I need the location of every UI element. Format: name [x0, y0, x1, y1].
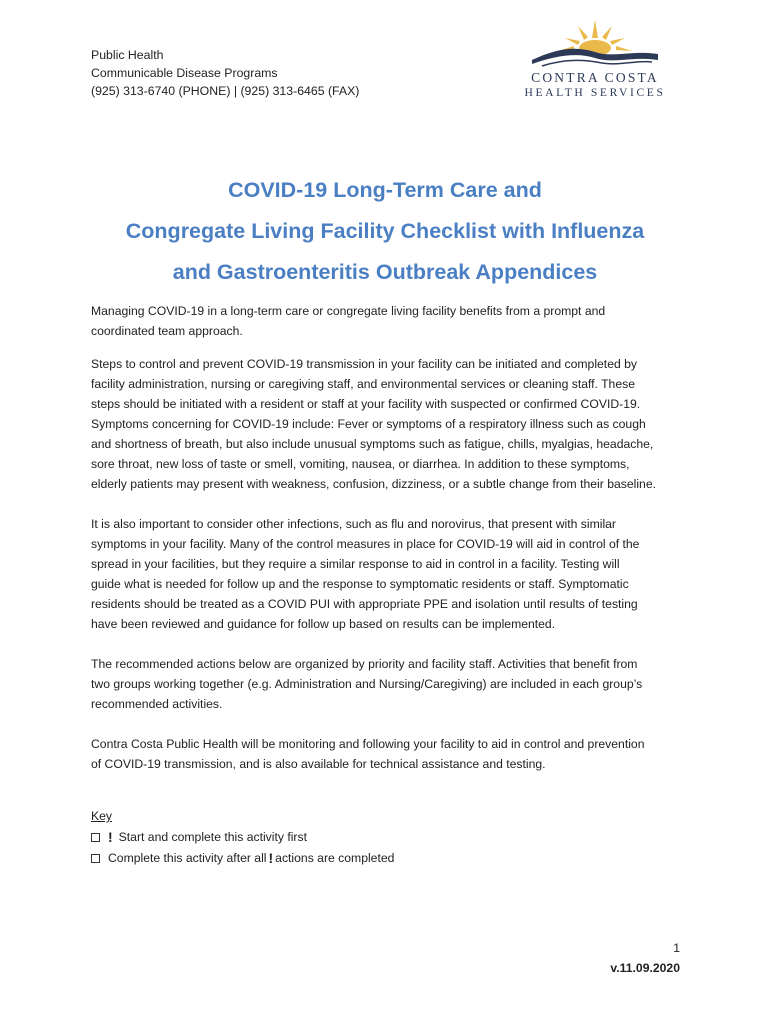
contact-numbers: (925) 313-6740 (PHONE) | (925) 313-6465 (FAX) — [91, 84, 360, 98]
contra-costa-logo — [512, 16, 678, 99]
key-item-label: Complete this activity after all — [108, 851, 267, 865]
paragraph-line: Contra Costa Public Health will be monitoring and following your facility to aid in control and prevention — [91, 737, 645, 751]
priority-marker-icon: ! — [108, 829, 113, 845]
paragraph-line: spread in your facilities, but they require a similar response to aid in control in a facility. Testing will — [91, 557, 620, 571]
paragraph-line: residents should be treated as a COVID PUI with appropriate PPE and isolation until results of testing — [91, 597, 638, 611]
department-name: Public Health — [91, 48, 164, 62]
key-item-label-end: actions are completed — [275, 851, 395, 865]
paragraph-line: Symptoms concerning for COVID-19 include: Fever or symptoms of a respiratory illness such as cough — [91, 417, 646, 431]
key-item-followup — [91, 848, 394, 869]
paragraph-line: have been reviewed and guidance for follow up based on results can be implemented. — [91, 617, 556, 631]
paragraph-line: The recommended actions below are organized by priority and facility staff. Activities that benefit from — [91, 657, 638, 671]
paragraph-line: of COVID-19 transmission, and is also available for technical assistance and testing. — [91, 757, 546, 771]
title-line-1: COVID-19 Long-Term Care and — [228, 178, 542, 202]
title-line-3: and Gastroenteritis Outbreak Appendices — [172, 260, 598, 284]
paragraph-line: It is also important to consider other infections, such as flu and norovirus, that present with similar — [91, 517, 616, 531]
paragraph-line: facility administration, nursing or caregiving staff, and environmental services or cleaning staff. These — [91, 377, 635, 391]
page-number: 1 — [673, 941, 680, 955]
paragraph-line: coordinated team approach. — [91, 324, 243, 338]
paragraph-line: symptoms in your facility. Many of the control measures in place for COVID-19 will aid in control of the — [91, 537, 640, 551]
document-title — [60, 170, 710, 293]
key-item-label: Start and complete this activity first — [118, 830, 307, 844]
paragraph-line: Steps to control and prevent COVID-19 transmission in your facility can be initiated and completed by — [91, 357, 638, 371]
paragraph-line: and shortness of breath, but also include unusual symptoms such as fatigue, chills, myalgias, headache, — [91, 437, 654, 451]
sun-hills-logo-icon — [532, 16, 658, 68]
key-legend — [91, 806, 394, 869]
logo-text-health-services: HEALTH SERVICES — [524, 86, 666, 99]
steps-paragraph — [91, 354, 691, 494]
paragraph-line: two groups working together (e.g. Administration and Nursing/Caregiving) are included in each group’s — [91, 677, 643, 691]
public-health-paragraph — [91, 734, 691, 774]
checkbox-icon — [91, 854, 100, 863]
version-label: v.11.09.2020 — [610, 961, 680, 975]
key-title: Key — [91, 809, 113, 823]
recommended-actions-paragraph — [91, 654, 691, 714]
logo-text-contra-costa: CONTRA COSTA — [531, 70, 659, 85]
other-infections-paragraph — [91, 514, 691, 634]
title-line-2: Congregate Living Facility Checklist with Influenza — [125, 219, 645, 243]
paragraph-line: sore throat, new loss of taste or smell, vomiting, nausea, or diarrhea. In addition to these symptoms, — [91, 457, 630, 471]
key-item-priority — [91, 827, 394, 848]
header-contact-block — [91, 46, 359, 100]
paragraph-line: steps should be initiated with a resident or staff at your facility with suspected or confirmed COVID-19. — [91, 397, 641, 411]
paragraph-line: elderly patients may present with weakness, confusion, dizziness, or a subtle change from their baseline. — [91, 477, 656, 491]
paragraph-line: guide what is needed for follow up and the response to symptomatic residents or staff. Symptomatic — [91, 577, 629, 591]
priority-marker-icon: ! — [268, 850, 274, 866]
paragraph-line: recommended activities. — [91, 697, 223, 711]
checkbox-icon — [91, 833, 100, 842]
program-name: Communicable Disease Programs — [91, 66, 278, 80]
paragraph-line: Managing COVID-19 in a long-term care or congregate living facility benefits from a prompt and — [91, 304, 606, 318]
intro-paragraph — [91, 301, 691, 341]
